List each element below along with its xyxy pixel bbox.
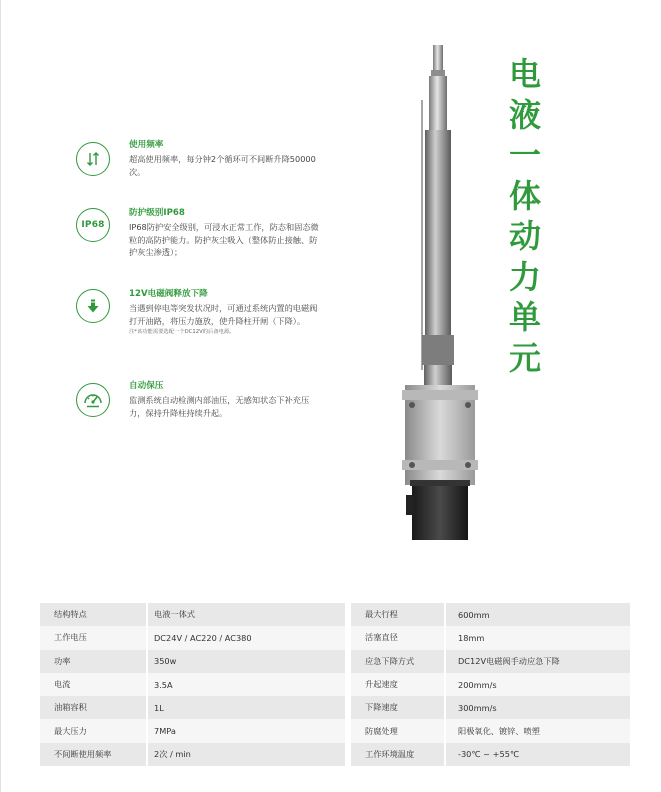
spec-value: 电液一体式: [147, 603, 346, 626]
spec-label: 最大行程: [351, 603, 445, 626]
feature-text: [129, 140, 319, 178]
spec-row: [40, 696, 630, 719]
spec-label: 工作电压: [40, 626, 147, 649]
feature-text: [129, 289, 319, 337]
product-image: [380, 40, 500, 550]
spec-value: 600mm: [445, 603, 630, 626]
feature-note: 注*该功能需要选配一个DC12V的后备电源。: [129, 329, 235, 336]
spec-label: 不间断使用频率: [40, 743, 147, 766]
spec-label: 应急下降方式: [351, 650, 445, 673]
feature-title: 自动保压: [129, 381, 164, 391]
feature-text: [129, 208, 319, 259]
spec-row: [40, 719, 630, 742]
spec-row: [40, 626, 630, 649]
spec-table: [40, 603, 630, 766]
spec-row: [40, 673, 630, 696]
down-arrow-circle-icon: [76, 289, 110, 323]
up-down-arrows-icon: [76, 142, 110, 176]
spec-value: 7MPa: [147, 719, 346, 742]
spec-value: 200mm/s: [445, 673, 630, 696]
spec-row: [40, 603, 630, 626]
feature-title: 12V电磁阀释放下降: [129, 289, 208, 299]
spec-value: 350w: [147, 650, 346, 673]
spec-label: 结构特点: [40, 603, 147, 626]
spec-label: 最大压力: [40, 719, 147, 742]
spec-label: 升起速度: [351, 673, 445, 696]
spec-value: DC12V电磁阀手动应急下降: [445, 650, 630, 673]
spec-label: 功率: [40, 650, 147, 673]
spec-value: 2次 / min: [147, 743, 346, 766]
feature-title: 防护级别IP68: [129, 208, 185, 218]
spec-label: 下降速度: [351, 696, 445, 719]
spec-row: [40, 650, 630, 673]
feature-description: IP68防护安全级别，可浸水正常工作，防态和固态微粒的高防护能力。防护灰尘吸入（整体防止接触、防护灰尘渗透）；: [129, 222, 319, 258]
spec-label: 活塞直径: [351, 626, 445, 649]
spec-value: 18mm: [445, 626, 630, 649]
spec-value: 3.5A: [147, 673, 346, 696]
ip68-icon-text: IP68: [81, 220, 105, 230]
feature-title: 使用频率: [129, 140, 164, 150]
feature-text: [129, 381, 319, 419]
feature-description: 监测系统自动检测内部油压，无感知状态下补充压力，保持升降柱持续升起。: [129, 395, 310, 418]
ip68-icon: [76, 208, 110, 242]
gauge-icon: [76, 383, 110, 417]
spec-label: 工作环境温度: [351, 743, 445, 766]
spec-value: 阳极氧化、镀锌、喷塑: [445, 719, 630, 742]
feature-description: 超高使用频率，每分钟2个循环可不间断升降50000次。: [129, 154, 316, 177]
spec-value: 1L: [147, 696, 346, 719]
product-title: 电 液 一 体 动 力 单 元: [508, 55, 541, 377]
spec-label: 油箱容积: [40, 696, 147, 719]
spec-value: 300mm/s: [445, 696, 630, 719]
spec-value: -30℃ ~ +55℃: [445, 743, 630, 766]
feature-description: 当遇到停电等突发状况时，可通过系统内置的电磁阀打开油路，将压力施放，使升降柱开闸（下降）。: [129, 303, 318, 326]
spec-label: 防腐处理: [351, 719, 445, 742]
spec-label: 电流: [40, 673, 147, 696]
spec-value: DC24V / AC220 / AC380: [147, 626, 346, 649]
spec-row: [40, 743, 630, 766]
page-left-border: [0, 0, 1, 792]
